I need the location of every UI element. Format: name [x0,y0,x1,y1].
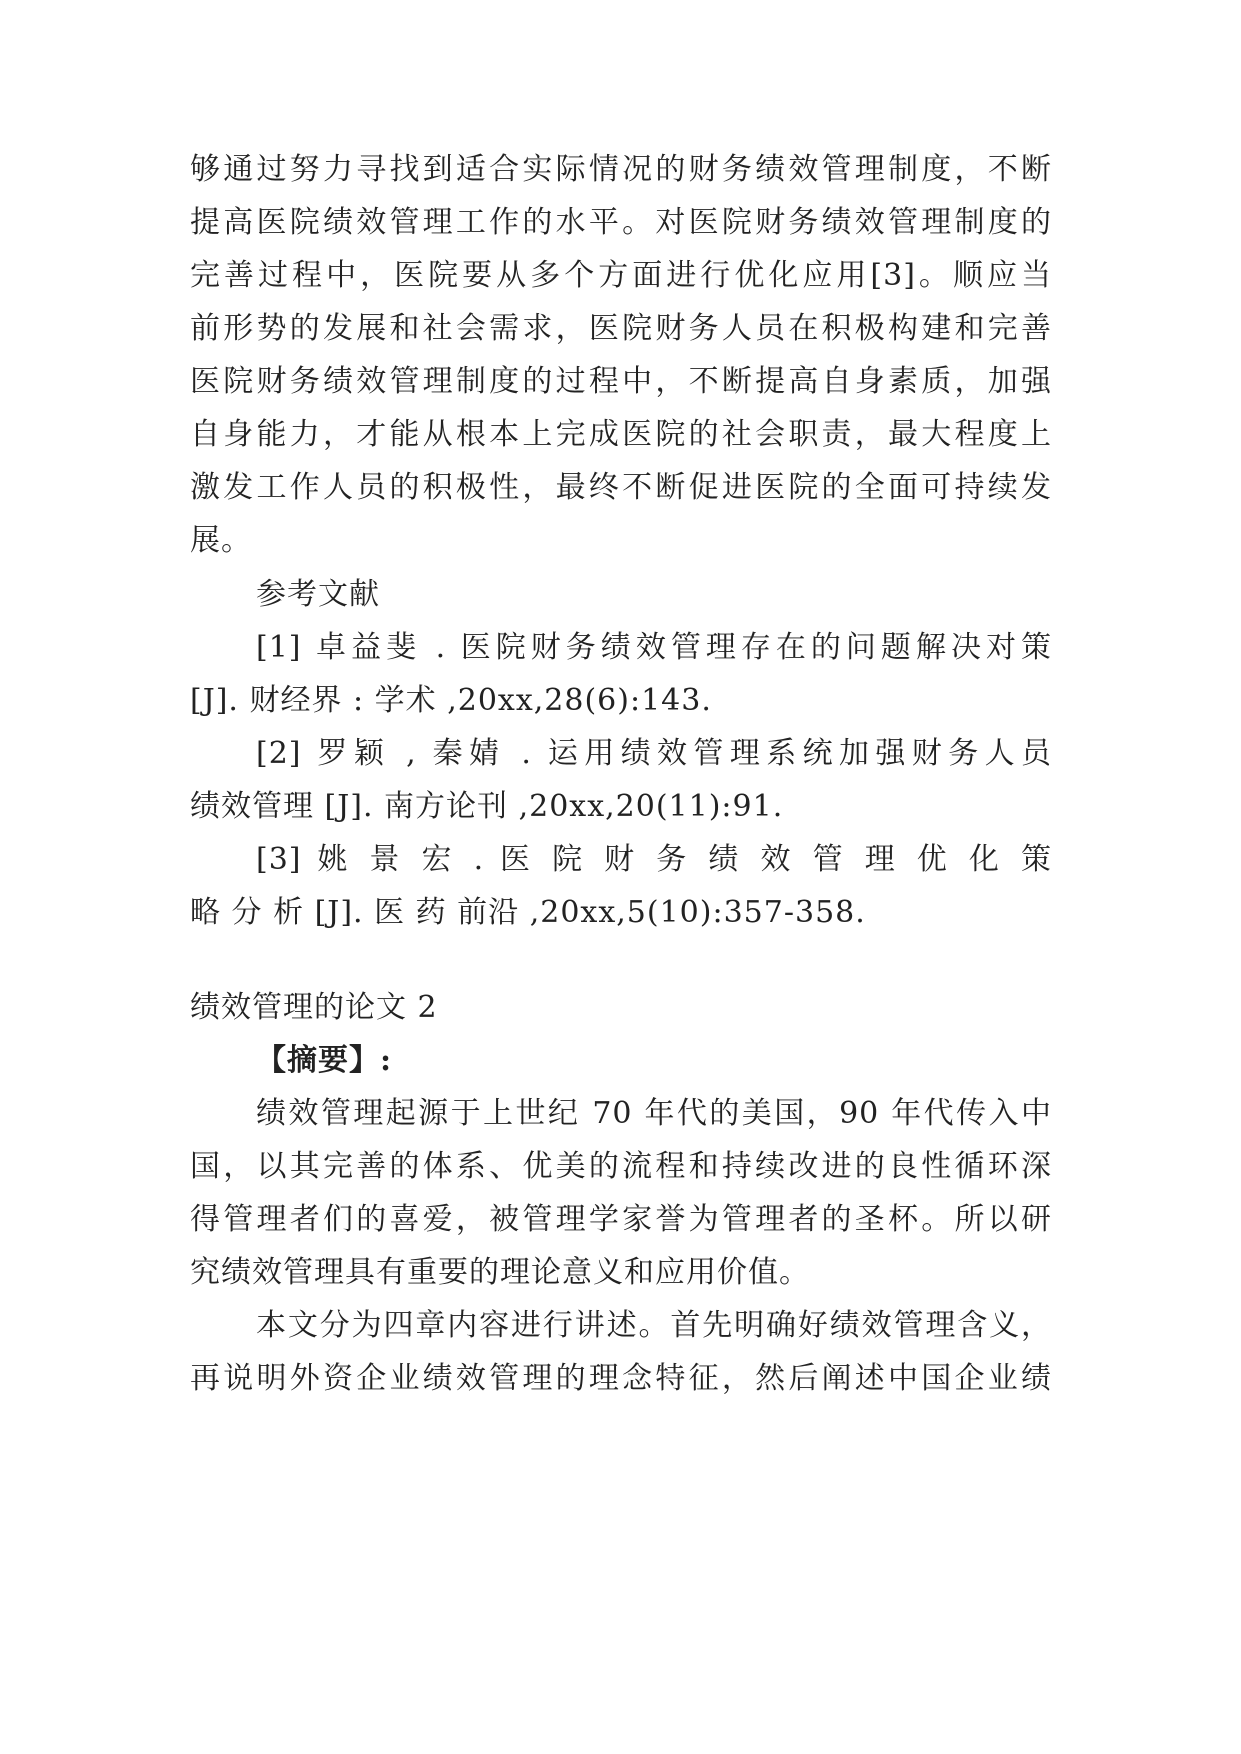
body-text-line: 得管理者们的喜爱，被管理学家誉为管理者的圣杯。所以研 [190,1202,1052,1237]
reference-item-3-line1: [3] 姚 景 宏 . 医 院 财 务 绩 效 管 理 优 化 策 [256,842,1052,877]
abstract-label: 【摘要】: [256,1043,393,1078]
body-text-line: 完善过程中，医院要从多个方面进行优化应用[3]。顺应当 [190,258,1052,293]
reference-item-1-line2: [J]. 财经界 : 学术 ,20xx,28(6):143. [190,683,712,718]
body-text-line: 前形势的发展和社会需求，医院财务人员在积极构建和完善 [190,311,1052,346]
references-heading: 参考文献 [256,577,380,612]
body-text-line: 展。 [190,523,252,558]
body-text-line: 再说明外资企业绩效管理的理念特征，然后阐述中国企业绩 [190,1361,1052,1396]
reference-item-2-line2: 绩效管理 [J]. 南方论刊 ,20xx,20(11):91. [190,789,784,824]
body-text-line: 医院财务绩效管理制度的过程中，不断提高自身素质，加强 [190,364,1052,399]
body-text-line: 激发工作人员的积极性，最终不断促进医院的全面可持续发 [190,470,1052,505]
essay-title: 绩效管理的论文 2 [190,990,438,1025]
body-text-line: 本文分为四章内容进行讲述。首先明确好绩效管理含义， [256,1308,1052,1343]
body-text-line: 究绩效管理具有重要的理论意义和应用价值。 [190,1255,810,1290]
reference-item-3-line2: 略 分 析 [J]. 医 药 前沿 ,20xx,5(10):357-358. [190,895,866,930]
body-text-line: 自身能力，才能从根本上完成医院的社会职责，最大程度上 [190,417,1052,452]
body-text-line: 够通过努力寻找到适合实际情况的财务绩效管理制度，不断 [190,152,1052,187]
body-text-line: 提高医院绩效管理工作的水平。对医院财务绩效管理制度的 [190,205,1052,240]
body-text-line: 国，以其完善的体系、优美的流程和持续改进的良性循环深 [190,1149,1052,1184]
body-text-line: 绩效管理起源于上世纪 70 年代的美国，90 年代传入中 [256,1096,1052,1131]
reference-item-1-line1: [1] 卓益斐 . 医院财务绩效管理存在的问题解决对策 [256,630,1052,665]
reference-item-2-line1: [2] 罗颖 , 秦婧 . 运用绩效管理系统加强财务人员 [256,736,1052,771]
